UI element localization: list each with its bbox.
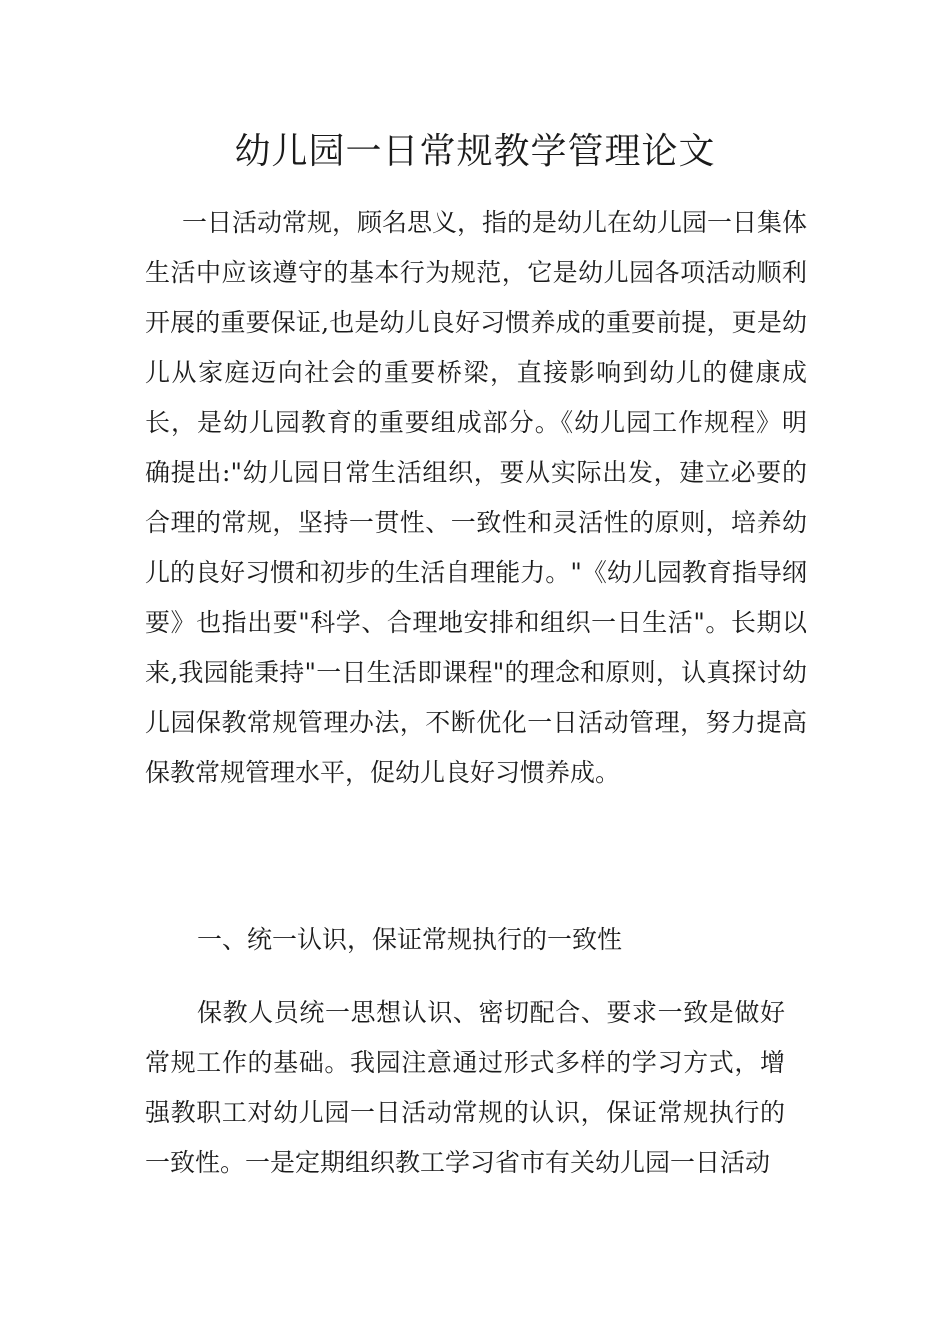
intro-paragraph: 一日活动常规，顾名思义，指的是幼儿在幼儿园一日集体生活中应该遵守的基本行为规范，它是幼儿园各项活动顺利开展的重要保证,也是幼儿良好习惯养成的重要前提，更是幼儿从家庭迈向社会的重要桥梁，直接影响到幼儿的健康成长，是幼儿园教育的重要组成部分。《幼儿园工作规程》明确提出:"幼儿园日常生活组织，要从实际出发，建立必要的合理的常规，坚持一贯性、一致性和灵活性的原则，培养幼儿的良好习惯和初步的生活自理能力。"《幼儿园教育指导纲要》也指出要"科学、合理地安排和组织一日生活"。长期以来,我园能秉持"一日生活即课程"的理念和原则，认真探讨幼儿园保教常规管理办法，不断优化一日活动管理，努力提高保教常规管理水平，促幼儿良好习惯养成。: [145, 208, 808, 787]
section-1-paragraph: 保教人员统一思想认识、密切配合、要求一致是做好常规工作的基础。我园注意通过形式多样的学习方式，增强教职工对幼儿园一日活动常规的认识，保证常规执行的一致性。一是定期组织教工学习省市有关幼儿园一日活动: [145, 998, 785, 1177]
section-heading-1: 一、统一认识，保证常规执行的一致性: [197, 925, 623, 954]
document-title: 幼儿园一日常规教学管理论文: [234, 131, 716, 172]
